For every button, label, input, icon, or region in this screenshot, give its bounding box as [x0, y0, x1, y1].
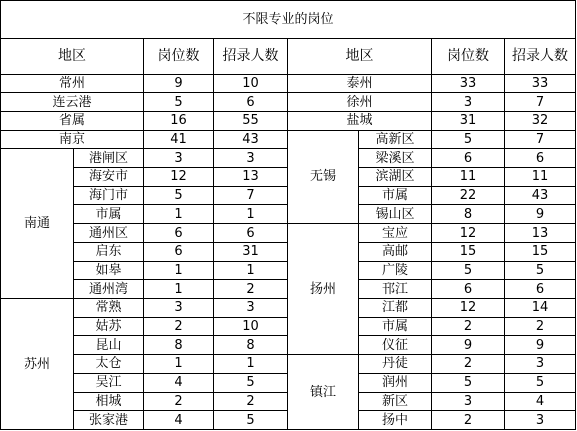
header-hires-right: 招录人数 [505, 38, 576, 74]
positions-value: 5 [144, 186, 214, 205]
table-row [1, 130, 576, 149]
left-group-name: 苏州 [1, 299, 74, 430]
hires-value: 3 [505, 411, 576, 430]
positions-value: 9 [144, 74, 214, 93]
sub-region-name: 邗江 [359, 280, 432, 299]
sub-region-name: 吴江 [74, 373, 144, 392]
hires-value: 6 [214, 93, 288, 112]
sub-region-name: 通州区 [74, 224, 144, 243]
hires-value: 1 [214, 205, 288, 224]
positions-value: 6 [144, 242, 214, 261]
left-group-name: 南通 [1, 149, 74, 299]
positions-value: 6 [432, 149, 505, 168]
sub-region-name: 梁溪区 [359, 149, 432, 168]
hires-value: 2 [505, 317, 576, 336]
positions-value: 9 [432, 336, 505, 355]
region-name: 省属 [1, 111, 144, 130]
sub-region-name: 滨湖区 [359, 168, 432, 187]
positions-value: 2 [144, 317, 214, 336]
sub-region-name: 新区 [359, 392, 432, 411]
positions-value: 11 [432, 168, 505, 187]
header-hires-left: 招录人数 [214, 38, 288, 74]
positions-value: 1 [144, 280, 214, 299]
hires-value: 33 [505, 74, 576, 93]
hires-value: 3 [214, 299, 288, 318]
positions-value: 1 [144, 205, 214, 224]
table-row [1, 355, 576, 374]
hires-value: 55 [214, 111, 288, 130]
positions-value: 12 [144, 168, 214, 187]
region-name: 泰州 [288, 74, 432, 93]
hires-value: 14 [505, 299, 576, 318]
sub-region-name: 高邮 [359, 242, 432, 261]
sub-region-name: 锡山区 [359, 205, 432, 224]
hires-value: 8 [214, 336, 288, 355]
right-group-name: 无锡 [288, 130, 359, 224]
hires-value: 2 [214, 280, 288, 299]
hires-value: 32 [505, 111, 576, 130]
positions-value: 4 [144, 373, 214, 392]
hires-value: 43 [214, 130, 288, 149]
positions-value: 3 [144, 149, 214, 168]
hires-value: 10 [214, 317, 288, 336]
hires-value: 5 [214, 373, 288, 392]
region-name: 常州 [1, 74, 144, 93]
hires-value: 4 [505, 392, 576, 411]
header-positions-right: 岗位数 [432, 38, 505, 74]
sub-region-name: 如皋 [74, 261, 144, 280]
sub-region-name: 姑苏 [74, 317, 144, 336]
sub-region-name: 江都 [359, 299, 432, 318]
positions-value: 8 [144, 336, 214, 355]
sub-region-name: 通州湾 [74, 280, 144, 299]
positions-value: 5 [432, 261, 505, 280]
hires-value: 1 [214, 355, 288, 374]
hires-value: 7 [505, 93, 576, 112]
hires-value: 5 [505, 261, 576, 280]
positions-value: 22 [432, 186, 505, 205]
hires-value: 43 [505, 186, 576, 205]
sub-region-name: 市属 [359, 317, 432, 336]
hires-value: 3 [505, 355, 576, 374]
right-group-name: 扬州 [288, 224, 359, 355]
sub-region-name: 扬中 [359, 411, 432, 430]
hires-value: 7 [214, 186, 288, 205]
positions-value: 6 [432, 280, 505, 299]
positions-value: 2 [144, 392, 214, 411]
hires-value: 6 [214, 224, 288, 243]
hires-value: 10 [214, 74, 288, 93]
positions-value: 1 [144, 355, 214, 374]
sub-region-name: 仪征 [359, 336, 432, 355]
sub-region-name: 张家港 [74, 411, 144, 430]
positions-value: 4 [144, 411, 214, 430]
table-row [1, 224, 576, 243]
positions-value: 5 [144, 93, 214, 112]
sub-region-name: 常熟 [74, 299, 144, 318]
positions-value: 1 [144, 261, 214, 280]
table-title: 不限专业的岗位 [1, 1, 576, 39]
hires-value: 9 [505, 336, 576, 355]
hires-value: 9 [505, 205, 576, 224]
positions-value: 8 [432, 205, 505, 224]
table-row [1, 93, 576, 112]
region-name: 连云港 [1, 93, 144, 112]
hires-value: 15 [505, 242, 576, 261]
region-name: 南京 [1, 130, 144, 149]
header-region-left: 地区 [1, 38, 144, 74]
positions-value: 2 [432, 411, 505, 430]
positions-value: 3 [432, 392, 505, 411]
positions-value: 15 [432, 242, 505, 261]
hires-value: 13 [214, 168, 288, 187]
sub-region-name: 润州 [359, 373, 432, 392]
sub-region-name: 广陵 [359, 261, 432, 280]
hires-value: 1 [214, 261, 288, 280]
hires-value: 6 [505, 149, 576, 168]
header-region-right: 地区 [288, 38, 432, 74]
hires-value: 7 [505, 130, 576, 149]
positions-value: 16 [144, 111, 214, 130]
sub-region-name: 宝应 [359, 224, 432, 243]
positions-value: 31 [432, 111, 505, 130]
right-group-name: 镇江 [288, 355, 359, 430]
positions-value: 2 [432, 317, 505, 336]
hires-value: 11 [505, 168, 576, 187]
hires-value: 31 [214, 242, 288, 261]
hires-value: 5 [505, 373, 576, 392]
positions-value: 5 [432, 130, 505, 149]
sub-region-name: 海安市 [74, 168, 144, 187]
positions-value: 5 [432, 373, 505, 392]
sub-region-name: 启东 [74, 242, 144, 261]
hires-value: 2 [214, 392, 288, 411]
sub-region-name: 太仓 [74, 355, 144, 374]
region-name: 盐城 [288, 111, 432, 130]
hires-value: 13 [505, 224, 576, 243]
sub-region-name: 港闸区 [74, 149, 144, 168]
table-row [1, 111, 576, 130]
header-positions-left: 岗位数 [144, 38, 214, 74]
hires-value: 5 [214, 411, 288, 430]
sub-region-name: 丹徒 [359, 355, 432, 374]
sub-region-name: 市属 [359, 186, 432, 205]
sub-region-name: 高新区 [359, 130, 432, 149]
sub-region-name: 海门市 [74, 186, 144, 205]
positions-value: 12 [432, 299, 505, 318]
header-row [1, 38, 576, 74]
hires-value: 6 [505, 280, 576, 299]
positions-value: 12 [432, 224, 505, 243]
positions-value: 6 [144, 224, 214, 243]
positions-value: 3 [432, 93, 505, 112]
region-name: 徐州 [288, 93, 432, 112]
positions-value: 33 [432, 74, 505, 93]
hires-value: 3 [214, 149, 288, 168]
sub-region-name: 相城 [74, 392, 144, 411]
table-row [1, 74, 576, 93]
sub-region-name: 市属 [74, 205, 144, 224]
positions-value: 3 [144, 299, 214, 318]
positions-value: 2 [432, 355, 505, 374]
sub-region-name: 昆山 [74, 336, 144, 355]
positions-value: 41 [144, 130, 214, 149]
